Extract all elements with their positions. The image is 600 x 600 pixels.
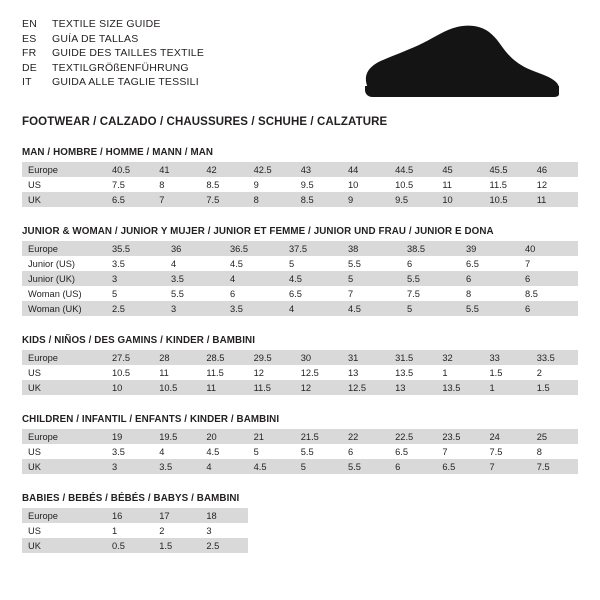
cell: 13 [342, 365, 389, 380]
language-title: GUIDA ALLE TAGLIE TESSILI [52, 76, 199, 88]
row-label: Europe [22, 241, 106, 256]
size-table-kids [22, 350, 578, 395]
cell: 33.5 [531, 350, 578, 365]
row-label: Europe [22, 508, 106, 523]
cell-empty [248, 508, 578, 523]
table-row [22, 241, 578, 256]
table-row [22, 271, 578, 286]
cell-empty [248, 523, 578, 538]
cell: 6 [401, 256, 460, 271]
size-table-children [22, 429, 578, 474]
table-row [22, 256, 578, 271]
cell: 4.5 [283, 271, 342, 286]
cell: 5 [106, 286, 165, 301]
language-title: GUIDE DES TAILLES TEXTILE [52, 47, 205, 59]
cell: 11 [531, 192, 578, 207]
cell: 6 [224, 286, 283, 301]
cell: 6.5 [436, 459, 483, 474]
cell: 8 [248, 192, 295, 207]
cell: 6.5 [389, 444, 436, 459]
row-label: US [22, 365, 106, 380]
cell: 30 [295, 350, 342, 365]
cell: 3.5 [106, 256, 165, 271]
cell: 3 [106, 271, 165, 286]
cell: 24 [484, 429, 531, 444]
row-label: UK [22, 380, 106, 395]
cell: 5.5 [460, 301, 519, 316]
cell: 19 [106, 429, 153, 444]
cell: 4 [153, 444, 200, 459]
cell: 21 [248, 429, 295, 444]
cell: 5 [283, 256, 342, 271]
language-row [22, 76, 204, 90]
table-row [22, 508, 578, 523]
cell: 8 [531, 444, 578, 459]
cell: 29.5 [248, 350, 295, 365]
table-row [22, 523, 578, 538]
cell: 27.5 [106, 350, 153, 365]
cell: 8 [153, 177, 200, 192]
cell: 6 [460, 271, 519, 286]
cell: 5.5 [342, 256, 401, 271]
cell: 5 [248, 444, 295, 459]
cell: 5 [295, 459, 342, 474]
cell: 17 [153, 508, 200, 523]
cell: 13 [389, 380, 436, 395]
cell: 25 [531, 429, 578, 444]
cell: 7.5 [106, 177, 153, 192]
cell: 5.5 [295, 444, 342, 459]
category-title: MAN / HOMBRE / HOMME / MANN / MAN [22, 147, 214, 158]
cell: 4.5 [224, 256, 283, 271]
cell: 46 [531, 162, 578, 177]
row-label: US [22, 523, 106, 538]
table-block-man [22, 147, 578, 207]
category-title: KIDS / NIÑOS / DES GAMINS / KINDER / BAMBINI [22, 335, 256, 346]
table-block-junior-woman [22, 226, 578, 316]
cell: 45.5 [484, 162, 531, 177]
cell: 20 [200, 429, 247, 444]
language-row [22, 47, 204, 61]
cell: 8.5 [295, 192, 342, 207]
cell: 40.5 [106, 162, 153, 177]
cell: 7.5 [200, 192, 247, 207]
cell: 43 [295, 162, 342, 177]
cell: 31 [342, 350, 389, 365]
cell: 11 [436, 177, 483, 192]
table-block-babies [22, 493, 578, 553]
cell: 6 [519, 301, 578, 316]
cell: 7 [153, 192, 200, 207]
cell: 7.5 [484, 444, 531, 459]
cell-empty [248, 538, 578, 553]
cell: 1 [106, 523, 153, 538]
cell: 10 [106, 380, 153, 395]
cell: 12 [531, 177, 578, 192]
cell: 7 [484, 459, 531, 474]
row-label: Woman (US) [22, 286, 106, 301]
cell: 7 [519, 256, 578, 271]
size-table-babies [22, 508, 578, 553]
cell: 6 [389, 459, 436, 474]
table-row [22, 538, 578, 553]
cell: 10.5 [389, 177, 436, 192]
row-label: US [22, 177, 106, 192]
size-table-junior-woman [22, 241, 578, 316]
language-row [22, 18, 204, 32]
table-row [22, 350, 578, 365]
cell: 6 [342, 444, 389, 459]
language-code: FR [22, 47, 37, 59]
row-label: US [22, 444, 106, 459]
size-table-man [22, 162, 578, 207]
cell: 42 [200, 162, 247, 177]
cell: 4 [200, 459, 247, 474]
cell: 28 [153, 350, 200, 365]
cell: 3 [200, 523, 247, 538]
cell: 12 [248, 365, 295, 380]
cell: 4 [165, 256, 224, 271]
cell: 41 [153, 162, 200, 177]
cell: 38 [342, 241, 401, 256]
cell: 1.5 [484, 365, 531, 380]
cell: 4 [283, 301, 342, 316]
category-title: BABIES / BEBÉS / BÉBÉS / BABYS / BAMBINI [22, 493, 240, 504]
cell: 6 [519, 271, 578, 286]
language-code: EN [22, 18, 37, 30]
cell: 8.5 [519, 286, 578, 301]
language-title: GUÍA DE TALLAS [52, 32, 139, 45]
cell: 7.5 [531, 459, 578, 474]
cell: 4 [224, 271, 283, 286]
table-row [22, 177, 578, 192]
row-label: UK [22, 538, 106, 553]
cell: 13.5 [389, 365, 436, 380]
table-row [22, 444, 578, 459]
header [22, 16, 578, 102]
cell: 3.5 [153, 459, 200, 474]
cell: 22.5 [389, 429, 436, 444]
row-label: UK [22, 459, 106, 474]
cell: 31.5 [389, 350, 436, 365]
cell: 10 [436, 192, 483, 207]
table-row [22, 459, 578, 474]
row-label: Junior (UK) [22, 271, 106, 286]
language-code: IT [22, 76, 32, 88]
cell: 23.5 [436, 429, 483, 444]
cell: 2 [153, 523, 200, 538]
cell: 21.5 [295, 429, 342, 444]
cell: 10.5 [106, 365, 153, 380]
cell: 16 [106, 508, 153, 523]
cell: 10.5 [153, 380, 200, 395]
cell: 32 [436, 350, 483, 365]
cell: 5.5 [342, 459, 389, 474]
cell: 8 [460, 286, 519, 301]
language-list [22, 16, 204, 90]
language-code: ES [22, 32, 37, 45]
cell: 3 [106, 459, 153, 474]
cell: 1 [484, 380, 531, 395]
cell: 11 [153, 365, 200, 380]
language-row [22, 62, 204, 76]
cell: 12.5 [342, 380, 389, 395]
cell: 36.5 [224, 241, 283, 256]
cell: 10 [342, 177, 389, 192]
cell: 6.5 [460, 256, 519, 271]
cell: 2.5 [106, 301, 165, 316]
cell: 13.5 [436, 380, 483, 395]
cell: 33 [484, 350, 531, 365]
table-row [22, 286, 578, 301]
cell: 1.5 [153, 538, 200, 553]
cell: 44.5 [389, 162, 436, 177]
cell: 19.5 [153, 429, 200, 444]
table-row [22, 380, 578, 395]
cell: 36 [165, 241, 224, 256]
row-label: Europe [22, 350, 106, 365]
cell: 5.5 [165, 286, 224, 301]
cell: 9 [248, 177, 295, 192]
cell: 35.5 [106, 241, 165, 256]
cell: 4.5 [200, 444, 247, 459]
cell: 9.5 [295, 177, 342, 192]
cell: 42.5 [248, 162, 295, 177]
cell: 3 [165, 301, 224, 316]
cell: 4.5 [342, 301, 401, 316]
cell: 11 [200, 380, 247, 395]
row-label: Europe [22, 429, 106, 444]
cell: 11.5 [200, 365, 247, 380]
category-title: JUNIOR & WOMAN / JUNIOR Y MUJER / JUNIOR ET FEMME / JUNIOR UND FRAU / JUNIOR E DONA [22, 226, 494, 237]
cell: 37.5 [283, 241, 342, 256]
cell: 7 [342, 286, 401, 301]
table-row [22, 301, 578, 316]
cell: 6.5 [106, 192, 153, 207]
cell: 0.5 [106, 538, 153, 553]
cell: 4.5 [248, 459, 295, 474]
cell: 40 [519, 241, 578, 256]
cell: 5.5 [401, 271, 460, 286]
cell: 7 [436, 444, 483, 459]
cell: 1.5 [531, 380, 578, 395]
table-block-children [22, 414, 578, 474]
category-title: CHILDREN / INFANTIL / ENFANTS / KINDER / BAMBINI [22, 414, 280, 425]
table-block-kids [22, 335, 578, 395]
cell: 2 [531, 365, 578, 380]
cell: 11.5 [248, 380, 295, 395]
cell: 7.5 [401, 286, 460, 301]
cell: 3.5 [106, 444, 153, 459]
cell: 11.5 [484, 177, 531, 192]
language-row [22, 33, 204, 47]
row-label: Europe [22, 162, 106, 177]
cell: 3.5 [165, 271, 224, 286]
language-title: TEXTILGRÖßENFÜHRUNG [52, 61, 189, 74]
cell: 22 [342, 429, 389, 444]
cell: 38.5 [401, 241, 460, 256]
cell: 2.5 [200, 538, 247, 553]
row-label: Junior (US) [22, 256, 106, 271]
cell: 9 [342, 192, 389, 207]
cell: 45 [436, 162, 483, 177]
row-label: Woman (UK) [22, 301, 106, 316]
cell: 5 [342, 271, 401, 286]
table-row [22, 162, 578, 177]
page-title: FOOTWEAR / CALZADO / CHAUSSURES / SCHUHE / CALZATURE [22, 116, 388, 128]
cell: 9.5 [389, 192, 436, 207]
cell: 8.5 [200, 177, 247, 192]
cell: 10.5 [484, 192, 531, 207]
language-title: TEXTILE SIZE GUIDE [52, 18, 161, 30]
row-label: UK [22, 192, 106, 207]
cell: 3.5 [224, 301, 283, 316]
table-row [22, 192, 578, 207]
cell: 44 [342, 162, 389, 177]
cell: 12.5 [295, 365, 342, 380]
dress-shoe-icon [353, 24, 568, 102]
table-row [22, 429, 578, 444]
language-code: DE [22, 61, 37, 74]
cell: 18 [200, 508, 247, 523]
cell: 28.5 [200, 350, 247, 365]
table-row [22, 365, 578, 380]
cell: 5 [401, 301, 460, 316]
cell: 1 [436, 365, 483, 380]
cell: 39 [460, 241, 519, 256]
cell: 6.5 [283, 286, 342, 301]
cell: 12 [295, 380, 342, 395]
